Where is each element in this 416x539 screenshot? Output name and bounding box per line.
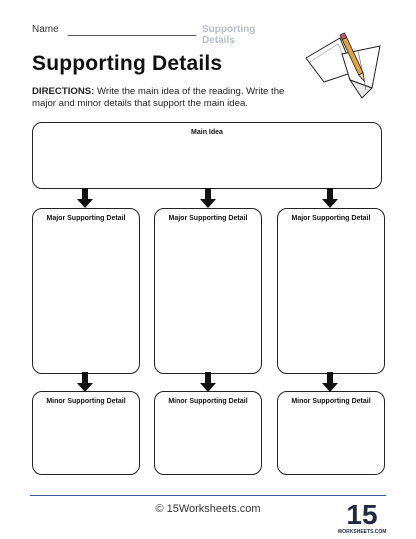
arrow-down-icon (200, 188, 216, 208)
minor-detail-label: Minor Supporting Detail (46, 398, 126, 405)
major-detail-label: Major Supporting Detail (46, 215, 126, 222)
directions-text: Write the main idea of the reading. Write the major and minor details that support the main idea. (32, 86, 285, 109)
minor-detail-box-2[interactable] (154, 391, 262, 475)
brand-logo (338, 498, 386, 536)
minor-detail-box-3[interactable] (277, 391, 385, 475)
header-tag: Supporting Details (202, 24, 256, 46)
brand-logo-text: WORKSHEETS.COM (338, 529, 386, 535)
directions (32, 86, 302, 110)
major-detail-label: Major Supporting Detail (168, 215, 248, 222)
name-row (32, 24, 262, 46)
arrow-down-icon (77, 372, 93, 392)
footer-copyright: © 15Worksheets.com (155, 503, 261, 515)
name-blank-line[interactable] (68, 35, 196, 36)
minor-detail-label: Minor Supporting Detail (168, 398, 248, 405)
footer-divider (30, 495, 386, 496)
main-idea-box[interactable] (32, 122, 382, 189)
page-title: Supporting Details (32, 52, 223, 75)
arrow-down-icon (322, 372, 338, 392)
directions-label: DIRECTIONS: (32, 86, 95, 97)
arrow-down-icon (77, 188, 93, 208)
name-label: Name (32, 24, 59, 35)
brand-logo-number: 15 (346, 499, 378, 530)
minor-detail-label: Minor Supporting Detail (291, 398, 371, 405)
arrow-down-icon (322, 188, 338, 208)
major-detail-box-2[interactable] (154, 208, 262, 374)
arrow-down-icon (200, 372, 216, 392)
paper-airplane-pencil-icon (302, 32, 388, 104)
major-detail-box-3[interactable] (277, 208, 385, 374)
major-detail-label: Major Supporting Detail (291, 215, 371, 222)
major-detail-box-1[interactable] (32, 208, 140, 374)
main-idea-label: Main Idea (191, 129, 223, 136)
minor-detail-box-1[interactable] (32, 391, 140, 475)
